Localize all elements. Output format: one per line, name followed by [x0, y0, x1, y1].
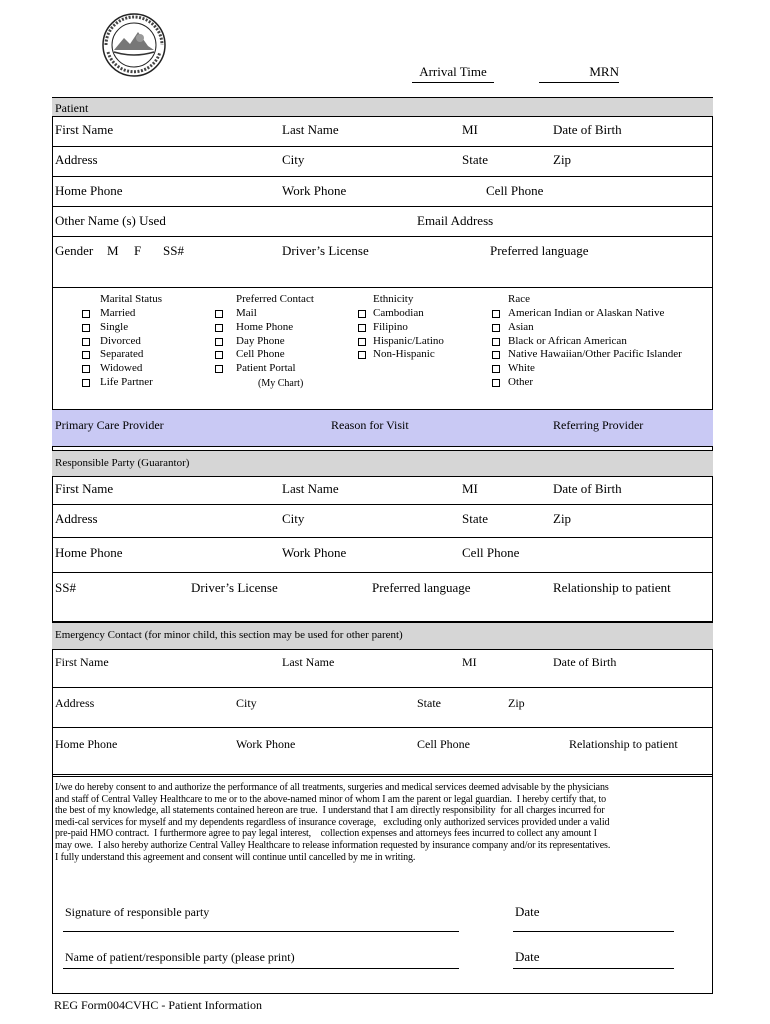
- responsible-city-label: City: [282, 511, 305, 526]
- demographics-block: [52, 288, 713, 409]
- preferred-contact-option-label: Day Phone: [236, 334, 285, 347]
- emergency-address-label: Address: [55, 696, 95, 710]
- emergency-cell-phone-label: Cell Phone: [417, 737, 470, 751]
- my-chart-note: (My Chart): [258, 378, 304, 389]
- patient-phone-row[interactable]: [52, 177, 713, 207]
- responsible-first-name-label: First Name: [55, 481, 114, 496]
- patient-section-header: [52, 97, 713, 117]
- reason-for-visit-label: Reason for Visit: [331, 418, 409, 432]
- race-checkbox-1[interactable]: [492, 324, 500, 332]
- patient-cell-phone-label: Cell Phone: [486, 183, 544, 198]
- patient-mi-label: MI: [462, 122, 478, 137]
- gender-f-option[interactable]: F: [134, 243, 142, 258]
- patient-dob-label: Date of Birth: [553, 122, 622, 137]
- preferred-contact-option-label: Mail: [236, 307, 257, 319]
- consent-line: I fully understand this agreement and consent will continue until cancelled by me in writing.: [55, 851, 416, 863]
- signature-label: Signature of responsible party: [65, 905, 210, 919]
- patient-last-name-label: Last Name: [282, 122, 339, 137]
- ethnicity-checkbox-1[interactable]: [358, 324, 366, 332]
- patient-email-label: Email Address: [417, 213, 494, 228]
- patient-id-row[interactable]: [52, 237, 713, 288]
- emergency-mi-label: MI: [462, 655, 477, 669]
- responsible-phone-row[interactable]: [52, 538, 713, 573]
- marital-status-checkbox-0[interactable]: [82, 310, 90, 318]
- arrival-time-field[interactable]: [412, 82, 494, 83]
- responsible-address-label: Address: [55, 511, 98, 526]
- marital-status-option-label: Widowed: [100, 362, 143, 375]
- emergency-section-header: [52, 622, 713, 650]
- date2-label: Date: [515, 949, 540, 964]
- patient-ssn-label: SS#: [163, 243, 184, 258]
- preferred-contact-option-label: Cell Phone: [236, 348, 285, 361]
- marital-status-title: Marital Status: [100, 293, 163, 305]
- emergency-zip-label: Zip: [508, 696, 525, 710]
- patient-city-label: City: [282, 152, 305, 167]
- race-checkbox-0[interactable]: [492, 310, 500, 318]
- preferred-contact-checkbox-0[interactable]: [215, 310, 223, 318]
- responsible-drivers-license-label: Driver’s License: [191, 580, 278, 595]
- race-option-label: White: [508, 362, 535, 375]
- consent-line: and staff of Central Valley Healthcare to me or to the above-named minor of whom I am the parent or legal guardian. I hereby certify that, to: [55, 793, 607, 805]
- mrn-field[interactable]: [539, 82, 619, 83]
- responsible-mi-label: MI: [462, 481, 478, 496]
- responsible-section-title: Responsible Party (Guarantor): [55, 457, 190, 469]
- patient-home-phone-label: Home Phone: [55, 183, 123, 198]
- referring-provider-label: Referring Provider: [553, 418, 644, 432]
- emergency-phone-row[interactable]: [52, 728, 713, 775]
- marital-status-checkbox-1[interactable]: [82, 324, 90, 332]
- race-title: Race: [508, 293, 530, 305]
- mrn-label: MRN: [589, 64, 619, 79]
- name-print-field[interactable]: [63, 968, 459, 969]
- signature-field[interactable]: [63, 931, 459, 932]
- ethnicity-option-label: Non-Hispanic: [373, 348, 435, 361]
- emergency-city-label: City: [236, 696, 257, 710]
- form-id-footer: REG Form004CVHC - Patient Information: [54, 998, 262, 1012]
- consent-line: may owe. I also hereby authorize Central Valley Healthcare to release information requested by insurance company and/or its representatives.: [55, 839, 611, 851]
- emergency-first-name-label: First Name: [55, 655, 109, 669]
- ethnicity-checkbox-2[interactable]: [358, 338, 366, 346]
- responsible-section-header: [52, 450, 713, 477]
- patient-drivers-license-label: Driver’s License: [282, 243, 369, 258]
- race-option-label: Asian: [508, 320, 534, 333]
- race-option-label: Black or African American: [508, 334, 627, 347]
- patient-other-name-row[interactable]: [52, 207, 713, 237]
- consent-line: the best of my knowledge, all statements contained hereon are true. I understand that I am directly responsibility for all charges incurred for: [55, 805, 605, 817]
- consent-block: [52, 776, 713, 994]
- responsible-preferred-language-label: Preferred language: [372, 580, 471, 595]
- responsible-id-row[interactable]: [52, 573, 713, 622]
- ethnicity-option-label: Cambodian: [373, 307, 424, 319]
- patient-section-title: Patient: [55, 101, 89, 115]
- emergency-last-name-label: Last Name: [282, 655, 335, 669]
- marital-status-checkbox-3[interactable]: [82, 351, 90, 359]
- emergency-home-phone-label: Home Phone: [55, 737, 118, 751]
- date1-label: Date: [515, 904, 540, 919]
- provider-band[interactable]: [52, 409, 713, 447]
- emergency-relationship-label: Relationship to patient: [569, 737, 678, 751]
- marital-status-option-label: Divorced: [100, 334, 141, 347]
- consent-line: medi-cal services for myself and my dependents regardless of insurance coverage, excluding only authorized services provided under a valid: [55, 816, 610, 828]
- preferred-contact-checkbox-3[interactable]: [215, 351, 223, 359]
- preferred-contact-checkbox-1[interactable]: [215, 324, 223, 332]
- responsible-relationship-label: Relationship to patient: [553, 580, 671, 595]
- race-checkbox-4[interactable]: [492, 365, 500, 373]
- marital-status-option-label: Life Partner: [100, 376, 153, 388]
- patient-zip-label: Zip: [553, 152, 572, 167]
- responsible-state-label: State: [462, 511, 488, 526]
- emergency-section-title: Emergency Contact (for minor child, this section may be used for other parent): [55, 629, 403, 641]
- patient-gender-label: Gender: [55, 243, 94, 258]
- responsible-cell-phone-label: Cell Phone: [462, 545, 520, 560]
- patient-first-name-label: First Name: [55, 122, 114, 137]
- preferred-contact-option-label: Home Phone: [236, 320, 294, 333]
- race-option-label: American Indian or Alaskan Native: [508, 307, 665, 319]
- responsible-address-row[interactable]: [52, 505, 713, 538]
- patient-preferred-language-label: Preferred language: [490, 243, 589, 258]
- patient-other-name-label: Other Name (s) Used: [55, 213, 166, 228]
- marital-status-option-label: Married: [100, 307, 136, 319]
- patient-name-row[interactable]: [52, 116, 713, 147]
- race-checkbox-5[interactable]: [492, 379, 500, 387]
- responsible-zip-label: Zip: [553, 511, 572, 526]
- responsible-name-row[interactable]: [52, 476, 713, 505]
- patient-state-label: State: [462, 152, 488, 167]
- preferred-contact-title: Preferred Contact: [236, 293, 314, 305]
- patient-work-phone-label: Work Phone: [282, 183, 347, 198]
- emergency-state-label: State: [417, 696, 441, 710]
- marital-status-option-label: Separated: [100, 348, 144, 361]
- preferred-contact-checkbox-4[interactable]: [215, 365, 223, 373]
- gender-m-option[interactable]: M: [107, 243, 119, 258]
- clinic-seal-logo: [100, 12, 168, 78]
- date2-field[interactable]: [513, 968, 674, 969]
- marital-status-checkbox-2[interactable]: [82, 338, 90, 346]
- responsible-home-phone-label: Home Phone: [55, 545, 123, 560]
- race-option-label: Other: [508, 376, 534, 388]
- primary-care-provider-label: Primary Care Provider: [55, 418, 164, 432]
- responsible-last-name-label: Last Name: [282, 481, 339, 496]
- patient-address-row[interactable]: [52, 147, 713, 177]
- responsible-ssn-label: SS#: [55, 580, 76, 595]
- responsible-dob-label: Date of Birth: [553, 481, 622, 496]
- consent-line: I/we do hereby consent to and authorize the performance of all treatments, surgeries and medical services deemed advisable by the physicians: [55, 782, 609, 793]
- emergency-dob-label: Date of Birth: [553, 655, 617, 669]
- consent-text: [55, 782, 710, 863]
- responsible-work-phone-label: Work Phone: [282, 545, 347, 560]
- marital-status-option-label: Single: [100, 320, 129, 333]
- consent-line: pre-paid HMO contract. I furthermore agree to pay legal interest, collection expenses and attorneys fees incurred to collect any amount I: [55, 828, 597, 840]
- ethnicity-checkbox-0[interactable]: [358, 310, 366, 318]
- marital-status-checkbox-4[interactable]: [82, 365, 90, 373]
- arrival-time-label: Arrival Time: [419, 64, 487, 79]
- ethnicity-checkbox-3[interactable]: [358, 351, 366, 359]
- ethnicity-option-label: Hispanic/Latino: [373, 334, 444, 347]
- race-checkbox-3[interactable]: [492, 351, 500, 359]
- preferred-contact-checkbox-2[interactable]: [215, 338, 223, 346]
- marital-status-checkbox-5[interactable]: [82, 379, 90, 387]
- emergency-address-row[interactable]: [52, 688, 713, 728]
- emergency-work-phone-label: Work Phone: [236, 737, 296, 751]
- emergency-name-row[interactable]: [52, 649, 713, 688]
- name-print-label: Name of patient/responsible party (please print): [65, 950, 295, 964]
- preferred-contact-option-label: Patient Portal: [236, 362, 296, 375]
- race-option-label: Native Hawaiian/Other Pacific Islander: [508, 348, 682, 361]
- ethnicity-option-label: Filipino: [373, 320, 408, 333]
- date1-field[interactable]: [513, 931, 674, 932]
- patient-address-label: Address: [55, 152, 98, 167]
- race-checkbox-2[interactable]: [492, 338, 500, 346]
- ethnicity-title: Ethnicity: [373, 293, 414, 305]
